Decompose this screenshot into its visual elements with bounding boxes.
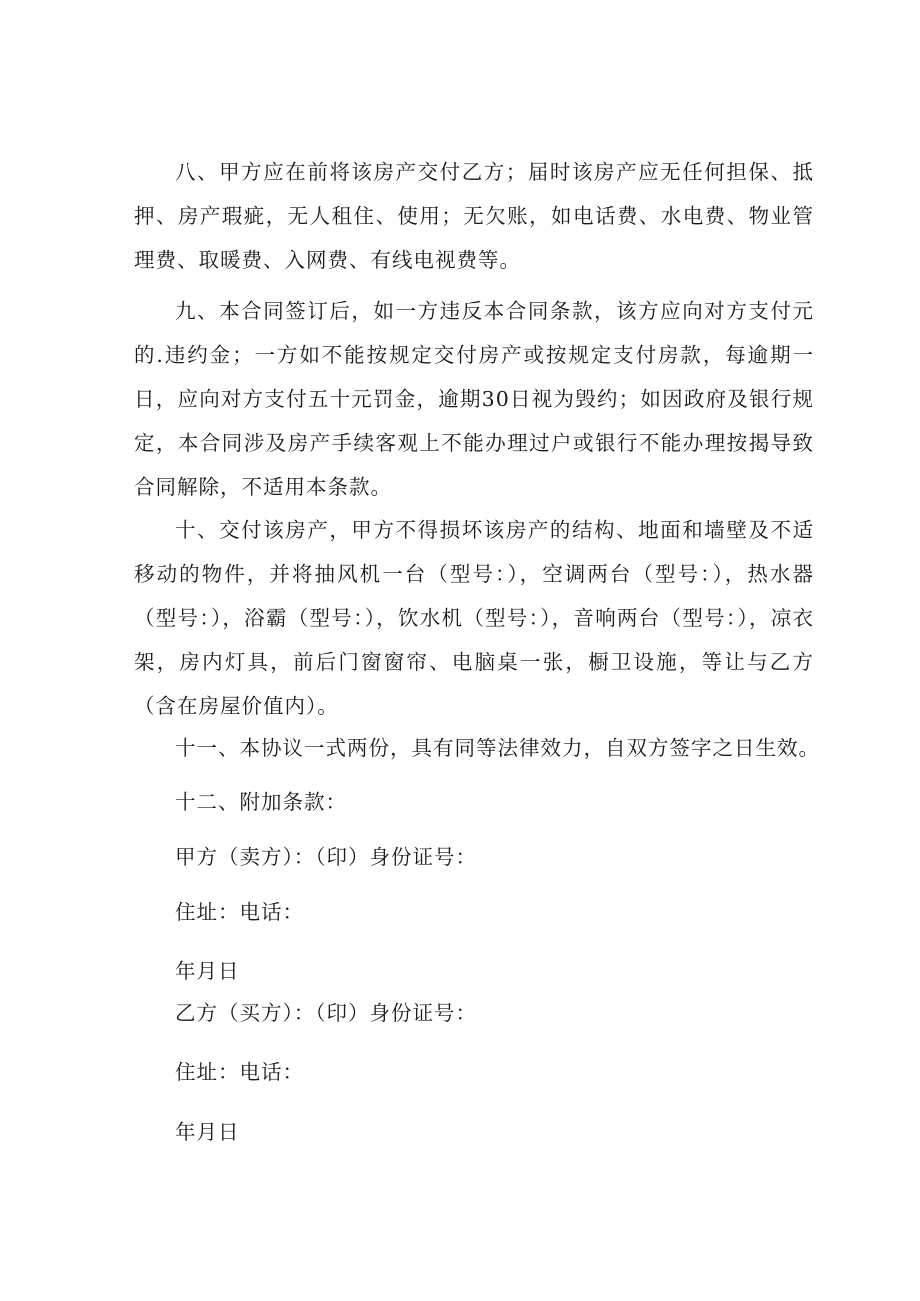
clause-8 bbox=[134, 150, 814, 282]
party-a-title: 甲方（卖方）：（印）身份证号： bbox=[175, 845, 477, 869]
party-b-date: 年月日 bbox=[175, 1120, 240, 1144]
clause-10 bbox=[134, 508, 814, 728]
clause-12: 十二、附加条款： bbox=[175, 790, 347, 814]
clause-11: 十一、本协议一式两份，具有同等法律效力，自双方签字之日生效。 bbox=[175, 736, 820, 760]
party-b-address: 住址：电话： bbox=[175, 1060, 304, 1084]
clause-10-text: 十、交付该房产，甲方不得损坏该房产的结构、地面和墙壁及不适移动的物件，并将抽风机一台（型号：），空调两台（型号：），热水器（型号：），浴霸（型号：），饮水机（型号：），音响两台（型号：），凉衣架，房内灯具，前后门窗窗帘、电脑桌一张，橱卫设施，等让与乙方（含在房屋价值内）。 bbox=[134, 518, 814, 718]
clause-9 bbox=[134, 289, 814, 509]
party-a-address: 住址：电话： bbox=[175, 900, 304, 924]
clause-9-text: 九、本合同签订后，如一方违反本合同条款，该方应向对方支付元的.违约金；一方如不能按规定交付房产或按规定支付房款，每逾期一日，应向对方支付五十元罚金，逾期30日视为毁约；如因政府及银行规定，本合同涉及房产手续客观上不能办理过户或银行不能办理按揭导致合同解除，不适用本条款。 bbox=[134, 299, 814, 499]
party-a-date: 年月日 bbox=[175, 959, 240, 983]
clause-8-text: 八、甲方应在前将该房产交付乙方；届时该房产应无任何担保、抵押、房产瑕疵，无人租住、使用；无欠账，如电话费、水电费、物业管理费、取暖费、入网费、有线电视费等。 bbox=[134, 160, 814, 272]
party-b-title: 乙方（买方）：（印）身份证号： bbox=[175, 1001, 477, 1025]
